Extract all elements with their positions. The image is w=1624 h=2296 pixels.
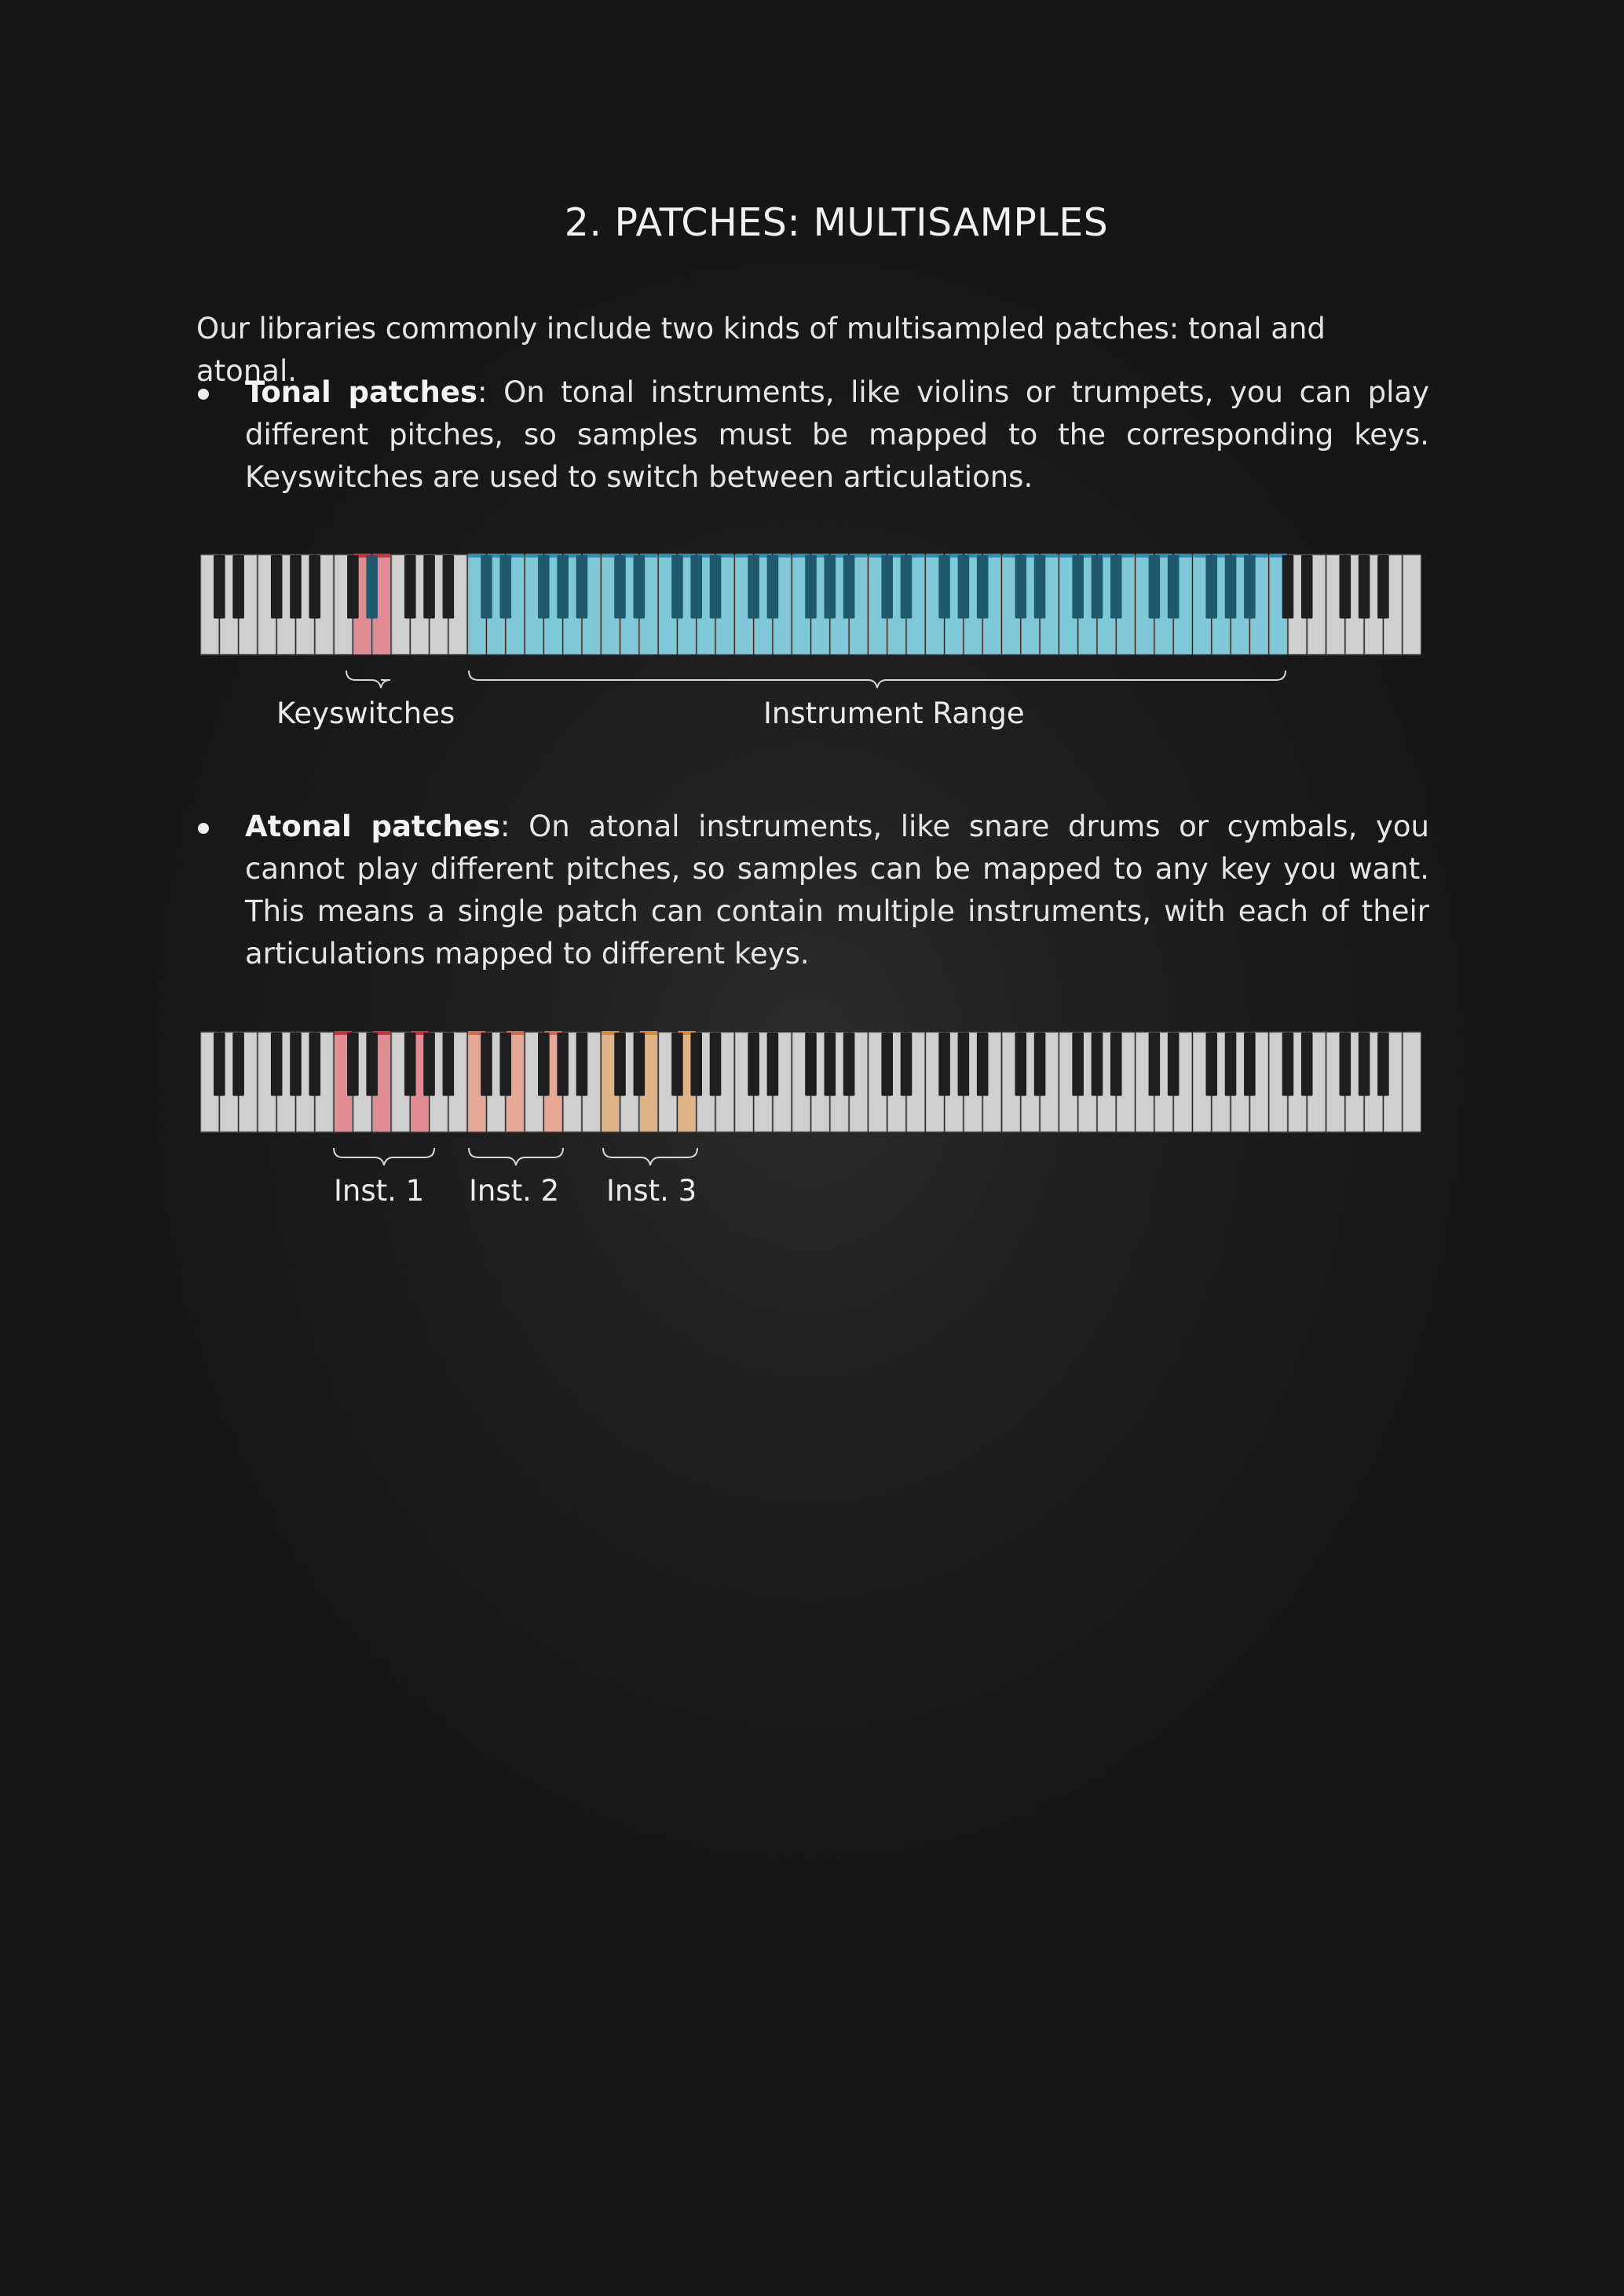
bullet-atonal-body: : On atonal instruments, like snare drums or cymbals, you cannot play different pitches, so samples can be mapped to any key you want. This means a single patch can contain multiple instruments, with each of their articulations mapped to different keys.: [245, 810, 1429, 971]
black-key: [1340, 1033, 1352, 1096]
black-key: [901, 555, 913, 619]
black-key: [881, 1033, 893, 1096]
instrument-range-brace: [469, 671, 1286, 688]
black-key: [557, 1033, 569, 1096]
bullet-atonal-text: [245, 806, 1429, 975]
caption-keyswitches: Keyswitches: [276, 696, 455, 730]
black-key: [977, 555, 989, 619]
black-key: [347, 1033, 359, 1096]
black-key: [1225, 555, 1237, 619]
black-key: [1225, 1033, 1237, 1096]
black-key: [634, 1033, 646, 1096]
black-key: [576, 1033, 588, 1096]
black-key: [805, 555, 817, 619]
black-key: [1149, 1033, 1161, 1096]
black-key: [825, 555, 836, 619]
black-key: [423, 555, 435, 619]
black-key: [825, 1033, 836, 1096]
bullet-tonal-term: Tonal patches: [245, 375, 478, 409]
black-key: [671, 1033, 683, 1096]
black-key: [499, 555, 511, 619]
keyswitches-brace: [346, 671, 390, 688]
black-key: [1359, 555, 1370, 619]
white-key: [1403, 555, 1421, 654]
black-key: [481, 1033, 492, 1096]
black-key: [366, 555, 378, 619]
bullet-tonal: [196, 371, 1429, 499]
black-key: [1282, 1033, 1294, 1096]
black-key: [404, 555, 416, 619]
black-key: [1034, 555, 1046, 619]
black-key: [290, 555, 302, 619]
keyboard-tonal: [200, 554, 1421, 656]
caption-instrument-range: Instrument Range: [763, 696, 1025, 730]
black-key: [958, 555, 970, 619]
bullet-tonal-text: [245, 371, 1429, 499]
black-key: [1205, 1033, 1217, 1096]
black-key: [977, 1033, 989, 1096]
black-key: [1301, 555, 1313, 619]
black-key: [634, 555, 646, 619]
inst-1-brace: [334, 1148, 434, 1165]
black-key: [1244, 555, 1256, 619]
bullet-dot-icon: [198, 823, 209, 834]
black-key: [1110, 1033, 1122, 1096]
black-key: [710, 1033, 722, 1096]
black-key: [938, 555, 950, 619]
black-key: [1340, 555, 1352, 619]
black-key: [309, 555, 320, 619]
inst-3-brace: [603, 1148, 697, 1165]
black-key: [958, 1033, 970, 1096]
black-key: [232, 1033, 244, 1096]
page-title: 2. PATCHES: MULTISAMPLES: [564, 200, 1109, 245]
range-braces-tonal: [0, 667, 1624, 699]
black-key: [748, 1033, 759, 1096]
black-key: [214, 555, 225, 619]
black-key: [1301, 1033, 1313, 1096]
black-key: [1015, 555, 1026, 619]
black-key: [1092, 1033, 1103, 1096]
black-key: [1110, 555, 1122, 619]
black-key: [614, 555, 626, 619]
black-key: [290, 1033, 302, 1096]
black-key: [1205, 555, 1217, 619]
bullet-atonal: [196, 806, 1429, 975]
black-key: [767, 555, 779, 619]
black-key: [690, 1033, 702, 1096]
black-key: [1092, 555, 1103, 619]
black-key: [748, 555, 759, 619]
black-key: [309, 1033, 320, 1096]
black-key: [901, 1033, 913, 1096]
range-braces-atonal: [0, 1145, 1624, 1176]
black-key: [576, 555, 588, 619]
bullet-dot-icon: [198, 389, 209, 400]
black-key: [347, 555, 359, 619]
black-key: [767, 1033, 779, 1096]
black-key: [690, 555, 702, 619]
black-key: [938, 1033, 950, 1096]
black-key: [843, 1033, 855, 1096]
bullet-tonal-body: : On tonal instruments, like violins or trumpets, you can play different pitches, so samples must be mapped to the corresponding keys. Keyswitches are used to switch between articulations.: [245, 375, 1429, 494]
black-key: [538, 1033, 550, 1096]
black-key: [499, 1033, 511, 1096]
black-key: [366, 1033, 378, 1096]
white-key: [1403, 1033, 1421, 1132]
black-key: [271, 1033, 283, 1096]
caption-inst-3: Inst. 3: [606, 1174, 697, 1208]
black-key: [1377, 555, 1389, 619]
black-key: [443, 1033, 455, 1096]
inst-2-brace: [469, 1148, 563, 1165]
black-key: [271, 555, 283, 619]
caption-inst-2: Inst. 2: [469, 1174, 560, 1208]
black-key: [423, 1033, 435, 1096]
black-key: [1359, 1033, 1370, 1096]
black-key: [557, 555, 569, 619]
black-key: [881, 555, 893, 619]
bullet-atonal-term: Atonal patches: [245, 810, 501, 843]
black-key: [232, 555, 244, 619]
black-key: [481, 555, 492, 619]
black-key: [404, 1033, 416, 1096]
black-key: [710, 555, 722, 619]
caption-inst-1: Inst. 1: [334, 1174, 425, 1208]
black-key: [538, 555, 550, 619]
black-key: [1072, 555, 1084, 619]
black-key: [671, 555, 683, 619]
black-key: [1034, 1033, 1046, 1096]
keyboard-atonal: [200, 1031, 1421, 1133]
black-key: [214, 1033, 225, 1096]
black-key: [614, 1033, 626, 1096]
black-key: [1015, 1033, 1026, 1096]
black-key: [1168, 555, 1180, 619]
black-key: [1377, 1033, 1389, 1096]
black-key: [1149, 555, 1161, 619]
black-key: [843, 555, 855, 619]
black-key: [1168, 1033, 1180, 1096]
black-key: [1282, 555, 1294, 619]
intro-paragraph: Our libraries commonly include two kinds of multisampled patches: tonal and atonal.: [196, 312, 1326, 388]
black-key: [443, 555, 455, 619]
black-key: [805, 1033, 817, 1096]
black-key: [1244, 1033, 1256, 1096]
black-key: [1072, 1033, 1084, 1096]
